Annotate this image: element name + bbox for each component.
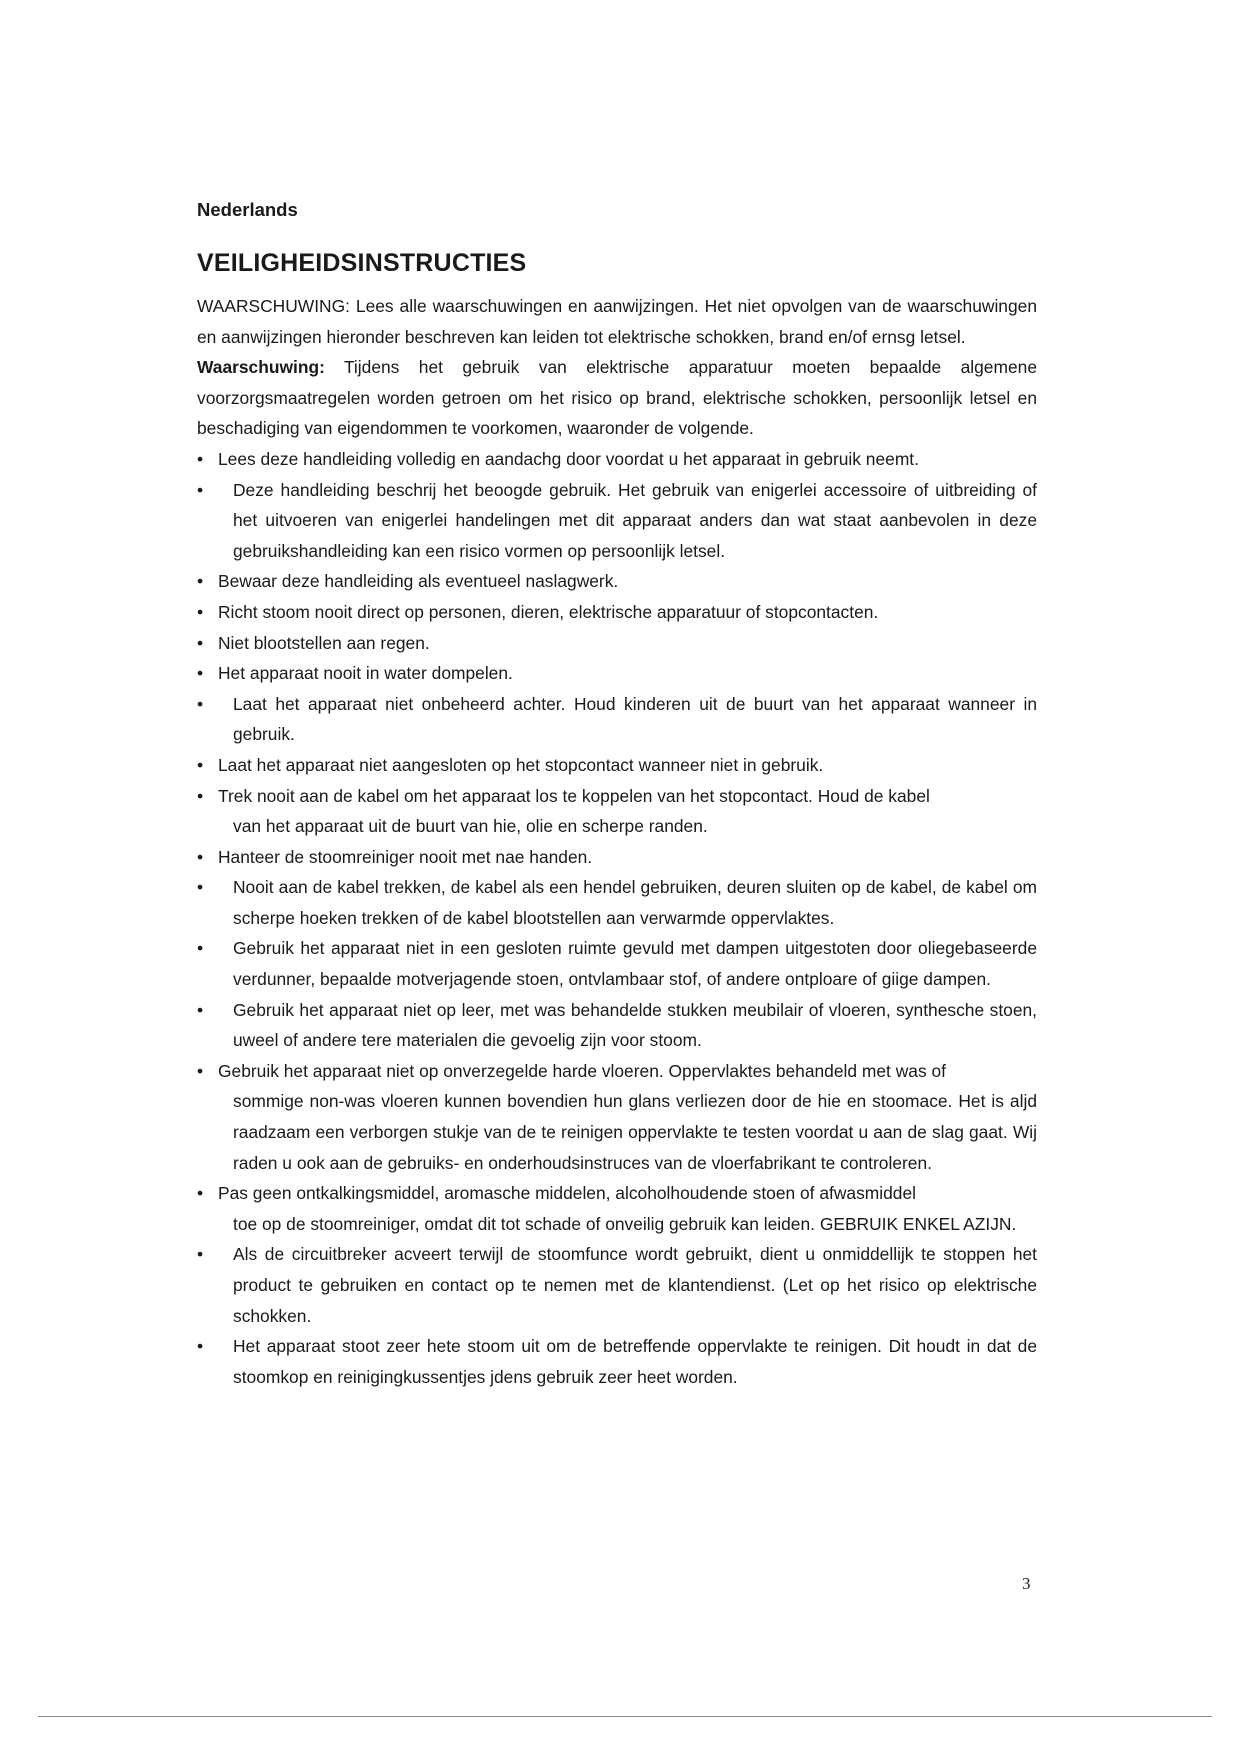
intro-paragraph: WAARSCHUWING: Lees alle waarschuwingen en aanwijzingen. Het niet opvolgen van de waarschuwingen en aanwijzingen hieronder beschreven kan leiden tot elektrische schokken, brand en/of ernsg letsel. bbox=[197, 296, 1037, 347]
list-item: • Pas geen ontkalkingsmiddel, aromasche middelen, alcoholhoudende stoen of afwasmiddel toe op de stoomreiniger, omdat dit tot schade of onveilig gebruik kan leiden. GEBRUIK ENKEL AZIJN. bbox=[197, 1178, 1037, 1239]
bullet-icon: • bbox=[197, 999, 204, 1020]
bullet-icon: • bbox=[197, 571, 204, 592]
warning-paragraph bbox=[197, 352, 1037, 444]
bullet-icon: • bbox=[197, 938, 204, 959]
document-page bbox=[197, 190, 1037, 1392]
list-item: • Lees deze handleiding volledig en aandachg door voordat u het apparaat in gebruik neemt. bbox=[197, 444, 1037, 475]
bullet-icon: • bbox=[197, 846, 204, 867]
list-item: • Niet blootstellen aan regen. bbox=[197, 628, 1037, 659]
warning-label: Waarschuwing: bbox=[197, 357, 325, 378]
list-item: • Gebruik het apparaat niet op onverzegelde harde vloeren. Oppervlaktes behandeld met was of sommige non-was vloeren kunnen bovendien hun glans verliezen door de hie en stoomace. Het is aljd raadzaam een verborgen stukje van de te reinigen oppervlakte te testen voordat u aan de slag gaat. Wij raden u ook aan de gebruiks- en onderhoudsinstruces van de vloerfabrikant te controleren. bbox=[197, 1056, 1037, 1178]
bullet-icon: • bbox=[197, 693, 204, 714]
bullet-icon: • bbox=[197, 479, 204, 500]
list-item: • Als de circuitbreker acveert terwijl de stoomfunce wordt gebruikt, dient u onmiddellijk te stoppen het product te gebruiken en contact op te nemen met de klantendienst. (Let op het risico op elektrische schokken. bbox=[197, 1239, 1037, 1331]
list-item: • Deze handleiding beschrij het beoogde gebruik. Het gebruik van enigerlei accessoire of uitbreiding of het uitvoeren van enigerlei handelingen met dit apparaat anders dan wat staat aanbevolen in deze gebruikshandleiding kan een risico vormen op persoonlijk letsel. bbox=[197, 475, 1037, 567]
list-item: • Hanteer de stoomreiniger nooit met nae handen. bbox=[197, 842, 1037, 873]
list-item: • Gebruik het apparaat niet in een gesloten ruimte gevuld met dampen uitgestoten door oliegebaseerde verdunner, bepaalde motverjagende stoen, ontvlambaar stof, of andere ontploare of giige dampen. bbox=[197, 933, 1037, 994]
list-item: • Het apparaat stoot zeer hete stoom uit om de betreffende oppervlakte te reinigen. Dit houdt in dat de stoomkop en reinigingkussentjes jdens gebruik zeer heet worden. bbox=[197, 1331, 1037, 1392]
bullet-icon: • bbox=[197, 1183, 204, 1204]
bullet-icon: • bbox=[197, 877, 204, 898]
bullet-icon: • bbox=[197, 601, 204, 622]
bullet-icon: • bbox=[197, 663, 204, 684]
list-item: • Het apparaat nooit in water dompelen. bbox=[197, 658, 1037, 689]
safety-instructions-list bbox=[197, 444, 1037, 1392]
list-item: • Richt stoom nooit direct op personen, dieren, elektrische apparatuur of stopcontacten. bbox=[197, 597, 1037, 628]
list-item: • Gebruik het apparaat niet op leer, met was behandelde stukken meubilair of vloeren, synthesche stoen, uweel of andere tere materialen die gevoelig zijn voor stoom. bbox=[197, 995, 1037, 1056]
list-item: • Trek nooit aan de kabel om het apparaat los te koppelen van het stopcontact. Houd de kabel van het apparaat uit de buurt van hie, olie en scherpe randen. bbox=[197, 781, 1037, 842]
page-title: VEILIGHEIDSINSTRUCTIES bbox=[197, 249, 527, 277]
bullet-icon: • bbox=[197, 785, 204, 806]
bullet-icon: • bbox=[197, 1336, 204, 1357]
list-item: • Laat het apparaat niet onbeheerd achter. Houd kinderen uit de buurt van het apparaat wanneer in gebruik. bbox=[197, 689, 1037, 750]
list-item: • Nooit aan de kabel trekken, de kabel als een hendel gebruiken, deuren sluiten op de kabel, de kabel om scherpe hoeken trekken of de kabel blootstellen aan verwarmde oppervlaktes. bbox=[197, 872, 1037, 933]
bullet-icon: • bbox=[197, 754, 204, 775]
bullet-icon: • bbox=[197, 632, 204, 653]
bullet-icon: • bbox=[197, 448, 204, 469]
footer-divider bbox=[38, 1716, 1212, 1717]
warning-text: Tijdens het gebruik van elektrische apparatuur moeten bepaalde algemene voorzorgsmaatregelen worden getroen om het risico op brand, elektrische schokken, persoonlijk letsel en beschadiging van eigendommen te voorkomen, waaronder de volgende. bbox=[197, 357, 1037, 439]
language-heading: Nederlands bbox=[197, 199, 298, 220]
bullet-icon: • bbox=[197, 1244, 204, 1265]
page-number: 3 bbox=[1022, 1574, 1031, 1593]
bullet-icon: • bbox=[197, 1060, 204, 1081]
list-item: • Bewaar deze handleiding als eventueel naslagwerk. bbox=[197, 566, 1037, 597]
list-item: • Laat het apparaat niet aangesloten op het stopcontact wanneer niet in gebruik. bbox=[197, 750, 1037, 781]
